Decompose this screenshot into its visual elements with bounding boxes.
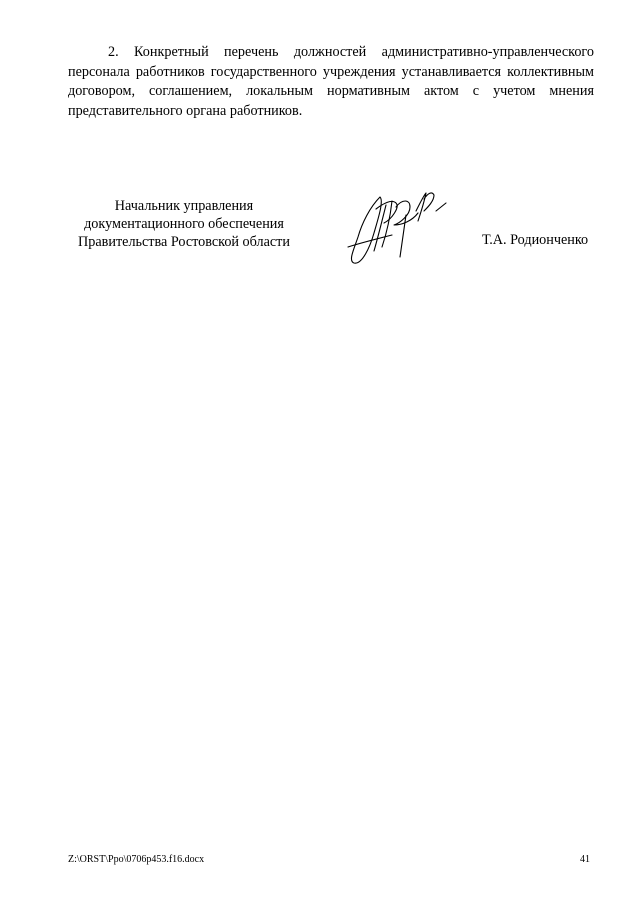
handwritten-signature — [340, 185, 455, 270]
position-line-2: документационного обеспечения — [84, 216, 284, 232]
signer-name: Т.А. Родионченко — [482, 232, 589, 248]
page-number: 41 — [580, 854, 590, 865]
footer-file-path: Z:\ORST\Ppo\0706p453.f16.docx — [68, 854, 205, 865]
position-line-1: Начальник управления — [114, 198, 254, 214]
position-line-3: Правительства Ростовской области — [78, 234, 290, 250]
clause-paragraph: 2. Конкретный перечень должностей административно-управленческого персонала работников государственного учреждения устанавливается коллективным договором, соглашением, локальным нормативным актом с учетом мнения представительного органа работников. — [68, 44, 594, 119]
signatory-position — [68, 197, 300, 251]
